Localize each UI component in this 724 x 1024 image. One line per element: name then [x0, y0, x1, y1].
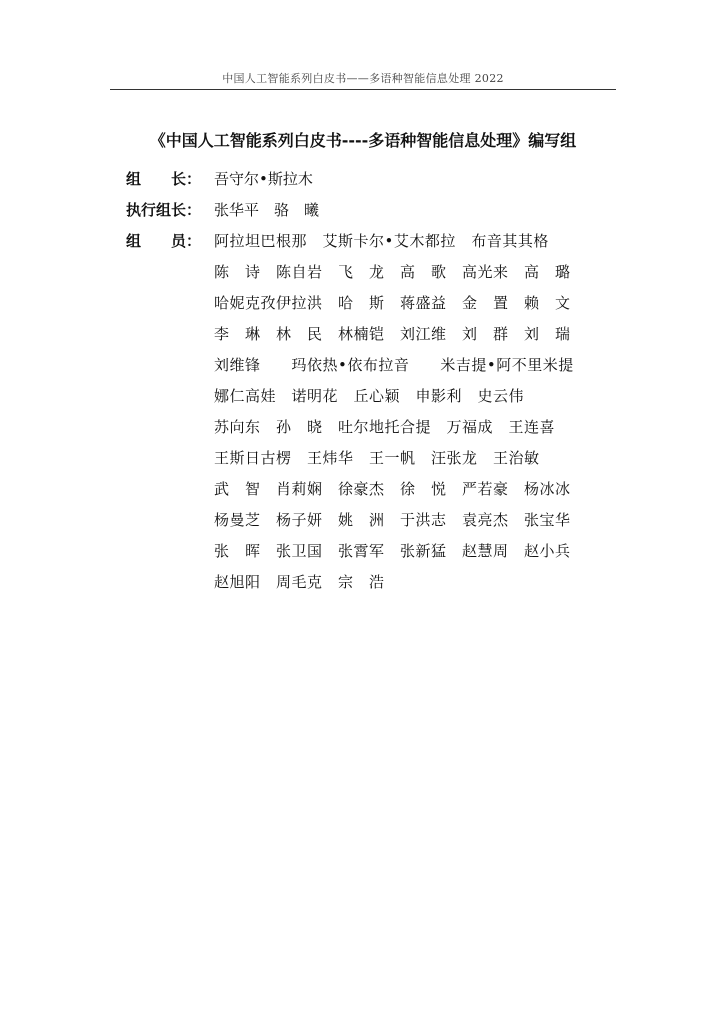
- member-line: 赵旭阳 周毛克 宗 浩: [214, 573, 385, 591]
- leader-label: 组 长：: [126, 170, 202, 188]
- member-line: 哈妮克孜伊拉洪 哈 斯 蒋盛益 金 置 赖 文: [214, 294, 571, 312]
- member-line: 陈 诗 陈自岩 飞 龙 高 歌 高光来 高 璐: [214, 263, 571, 281]
- running-header: 中国人工智能系列白皮书——多语种智能信息处理 2022: [222, 72, 504, 85]
- member-line: 杨曼芝 杨子妍 姚 洲 于洪志 袁亮杰 张宝华: [214, 511, 571, 529]
- header-rule: [110, 89, 616, 90]
- member-line: 苏向东 孙 晓 吐尔地托合提 万福成 王连喜: [214, 418, 556, 436]
- members-label: 组 员：: [126, 232, 202, 250]
- member-line: 张 晖 张卫国 张霄军 张新猛 赵慧周 赵小兵: [214, 542, 571, 560]
- member-line: 娜仁高娃 诺明花 丘心颖 申影利 史云伟: [214, 387, 525, 405]
- member-line: 李 琳 林 民 林楠铠 刘江维 刘 群 刘 瑞: [214, 325, 571, 343]
- exec-leader-label: 执行组长：: [126, 201, 202, 219]
- leader-value: 吾守尔•斯拉木: [214, 170, 313, 188]
- members-list: [214, 229, 614, 601]
- page-title: 《中国人工智能系列白皮书----多语种智能信息处理》编写组: [149, 131, 577, 150]
- member-line: 王斯日古楞 王炜华 王一帆 汪张龙 王治敏: [214, 449, 540, 467]
- member-line: 刘维锋 玛依热•依布拉音 米吉提•阿不里米提: [214, 356, 574, 374]
- exec-leader-value: 张华平 骆 曦: [214, 201, 320, 219]
- member-line: 武 智 肖莉娴 徐豪杰 徐 悦 严若豪 杨冰冰: [214, 480, 571, 498]
- member-line: 阿拉坦巴根那 艾斯卡尔•艾木都拉 布音其其格: [214, 232, 549, 250]
